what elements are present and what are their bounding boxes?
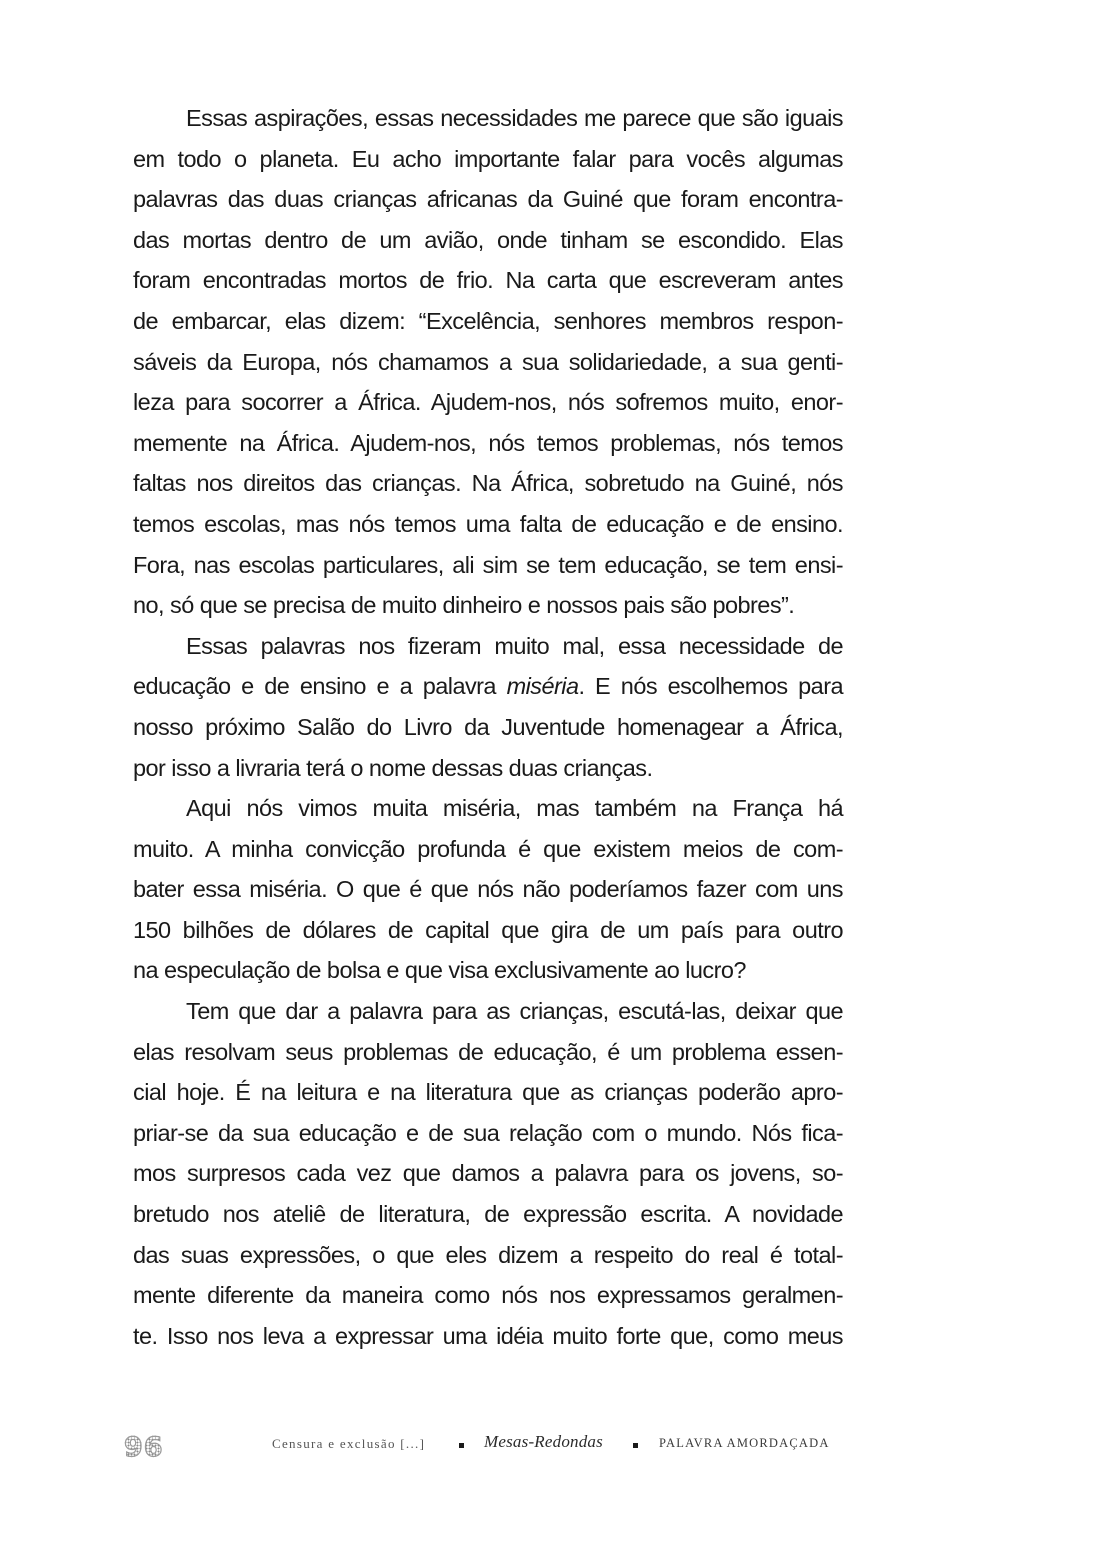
text-line: de embarcar, elas dizem: “Excelência, senhores membros respon- xyxy=(133,307,843,334)
text-line: das mortas dentro de um avião, onde tinham se escondido. Elas xyxy=(133,226,843,253)
text-line: palavras das duas crianças africanas da Guiné que foram encontra- xyxy=(133,186,843,213)
paragraph xyxy=(133,991,843,1356)
text-run: . E nós escolhemos para xyxy=(578,673,843,700)
text-line: bretudo nos ateliê de literatura, de expressão escrita. A novidade xyxy=(133,1201,843,1228)
text-line: bater essa miséria. O que é que nós não poderíamos fazer com uns xyxy=(133,876,843,903)
paragraph xyxy=(133,98,843,626)
text-run: educação e de ensino e a palavra xyxy=(133,673,507,700)
text-line xyxy=(133,666,843,707)
square-bullet-icon xyxy=(633,1443,638,1448)
text-line: mos surpresos cada vez que damos a palavra para os jovens, so- xyxy=(133,1160,843,1187)
body-text xyxy=(133,98,843,1356)
text-line: Tem que dar a palavra para as crianças, escutá-las, deixar que xyxy=(186,998,843,1025)
text-line: foram encontradas mortos de frio. Na carta que escreveram antes xyxy=(133,267,843,294)
text-line: memente na África. Ajudem-nos, nós temos problemas, nós temos xyxy=(133,429,843,456)
text-line: na especulação de bolsa e que visa exclusivamente ao lucro? xyxy=(133,957,746,984)
text-line: priar-se da sua educação e de sua relação com o mundo. Nós fica- xyxy=(133,1119,843,1146)
text-line: cial hoje. É na leitura e na literatura que as crianças poderão apro- xyxy=(133,1079,843,1106)
text-line: Aqui nós vimos muita miséria, mas também na França há xyxy=(186,795,843,822)
text-line: mente diferente da maneira como nós nos expressamos geralmen- xyxy=(133,1282,843,1309)
text-line: temos escolas, mas nós temos uma falta de educação e de ensino. xyxy=(133,510,843,537)
page-footer xyxy=(0,1430,1100,1470)
text-line: faltas nos direitos das crianças. Na África, sobretudo na Guiné, nós xyxy=(133,470,843,497)
text-line: sáveis da Europa, nós chamamos a sua solidariedade, a sua genti- xyxy=(133,348,843,375)
text-line: te. Isso nos leva a expressar uma idéia muito forte que, como meus xyxy=(133,1322,843,1349)
text-line: Essas aspirações, essas necessidades me parece que são iguais xyxy=(186,105,843,131)
paragraph xyxy=(133,626,843,788)
text-line: Fora, nas escolas particulares, ali sim se tem educação, se tem ensi- xyxy=(133,551,843,578)
italic-emphasis: miséria xyxy=(506,673,579,700)
text-line: por isso a livraria terá o nome dessas duas crianças. xyxy=(133,754,653,781)
paragraph xyxy=(133,788,843,991)
page-number: 96 xyxy=(124,1432,164,1463)
book-title: PALAVRA AMORDAÇADA xyxy=(659,1436,830,1450)
text-line: muito. A minha convicção profunda é que existem meios de com- xyxy=(133,835,843,862)
text-line: no, só que se precisa de muito dinheiro e nossos pais são pobres”. xyxy=(133,592,795,619)
text-line: elas resolvam seus problemas de educação, é um problema essen- xyxy=(133,1038,843,1065)
text-line: 150 bilhões de dólares de capital que gira de um país para outro xyxy=(133,916,843,943)
text-line: em todo o planeta. Eu acho importante falar para vocês algumas xyxy=(133,145,843,172)
text-line: nosso próximo Salão do Livro da Juventude homenagear a África, xyxy=(133,713,843,740)
square-bullet-icon xyxy=(459,1443,464,1448)
text-line: das suas expressões, o que eles dizem a respeito do real é total- xyxy=(133,1241,843,1268)
series-title: Mesas-Redondas xyxy=(484,1432,603,1451)
text-line: Essas palavras nos fizeram muito mal, essa necessidade de xyxy=(186,632,843,659)
text-line: leza para socorrer a África. Ajudem-nos, nós sofremos muito, enor- xyxy=(133,389,843,416)
section-title: Censura e exclusão [...] xyxy=(272,1436,426,1451)
